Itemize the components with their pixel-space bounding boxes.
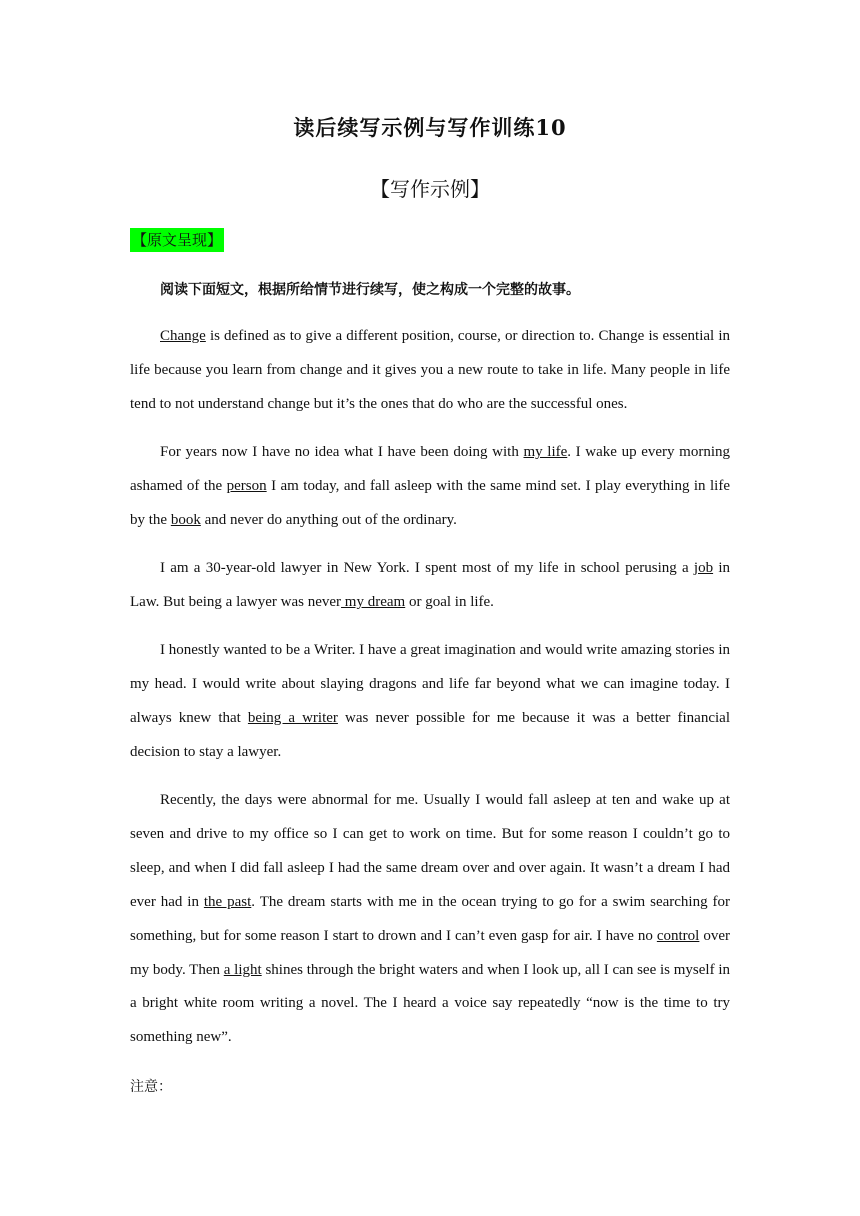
underlined-term: control <box>656 927 700 944</box>
paragraph-text: and never do anything out of the ordinary. <box>200 511 457 528</box>
underlined-term: being a writer <box>247 709 338 726</box>
underlined-term: book <box>170 511 201 528</box>
underlined-term: person <box>226 477 267 494</box>
paragraph-2 <box>130 436 730 538</box>
note-label: 注意： <box>130 1079 172 1095</box>
paragraph-4 <box>130 634 730 770</box>
paragraph-text: over my body. Then <box>130 927 730 978</box>
paragraph-text: was never possible for me because it was a better financial decision to stay a lawyer. <box>130 709 730 760</box>
paragraph-text: . I wake up every morning ashamed of the <box>130 444 730 494</box>
paragraph-text: Recently, the days were abnormal for me. Usually I would fall asleep at ten and wake up at seven and drive to my office so I can get to work on time. But for some reason I couldn’t go to sleep, and when I did fall asleep I had the same dream over and over again. It wasn’t a dream I had ever had in <box>130 792 730 910</box>
paragraph-text: in Law. But being a lawyer was never <box>130 560 731 610</box>
document-title: 读后续写示例与写作训练10 <box>293 115 567 140</box>
paragraph-text: is defined as to give a different position, course, or direction to. Change is essential in life because you learn from change and it gives you a new route to take in life. Many people in life tend to not understand change but it’s the ones that do who are the successful ones. <box>130 328 730 412</box>
section-heading: 【写作示例】 <box>370 177 490 201</box>
underlined-term: Change <box>160 328 206 344</box>
underlined-term: my life <box>523 444 568 460</box>
paragraph-text: . The dream starts with me in the ocean trying to go for a swim searching for something, but for some reason I start to drown and I can’t even gasp for air. I have no <box>130 893 730 944</box>
paragraph-5 <box>130 784 730 1055</box>
underlined-term: my dream <box>341 593 406 610</box>
paragraph-text: I am today, and fall asleep with the same mind set. I play everything in life by the <box>130 477 730 528</box>
paragraph-text: For years now I have no idea what I have been doing with <box>160 444 524 460</box>
paragraph-text: I honestly wanted to be a Writer. I have a great imagination and would write amazing stories in my head. I would write about slaying dragons and life far beyond what we can imagine today. I always knew that <box>130 642 730 726</box>
paragraph-text: or goal in life. <box>405 593 494 610</box>
instruction-text: 阅读下面短文，根据所给情节进行续写，使之构成一个完整的故事。 <box>160 282 580 298</box>
paragraph-1 <box>130 320 730 422</box>
paragraph-text: I am a 30-year-old lawyer in New York. I spent most of my life in school perusing a <box>160 560 694 576</box>
underlined-term: a light <box>223 961 262 978</box>
paragraph-3 <box>130 552 730 620</box>
underlined-term: the past <box>203 893 252 910</box>
section-tag: 【原文呈现】 <box>130 228 224 252</box>
paragraph-text: shines through the bright waters and when I look up, all I can see is myself in a bright white room writing a novel. The I heard a voice say repeatedly “now is the time to try something new”. <box>130 961 730 1046</box>
underlined-term: job <box>693 560 714 576</box>
